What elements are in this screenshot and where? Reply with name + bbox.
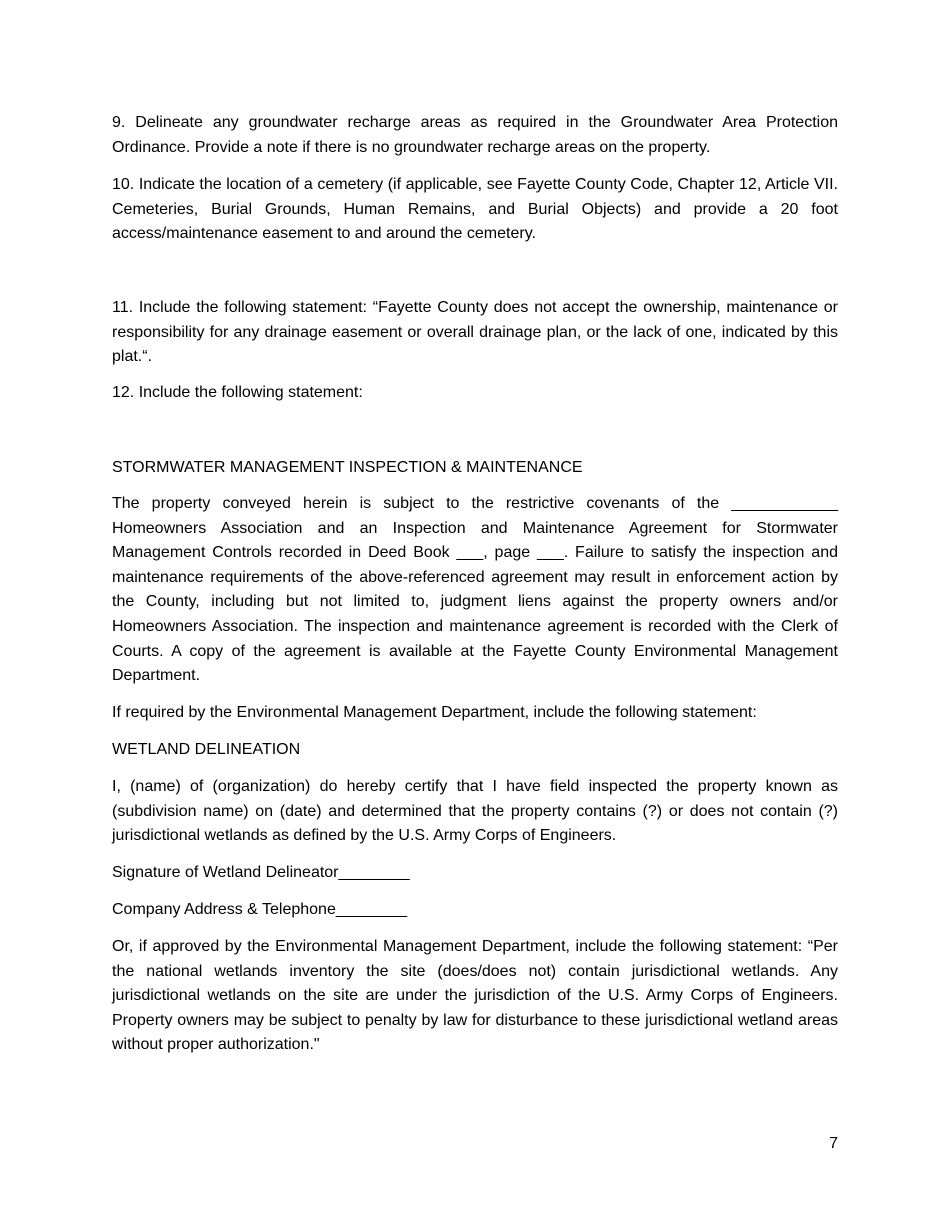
signature-line: Signature of Wetland Delineator________ [112, 864, 410, 881]
wetland-alternative-statement: Or, if approved by the Environmental Management Department, include the following statement: “Per the national wetlands inventory the site (does/does not) contain jurisdictional wetlands. Any jurisdictional wetlands on the site are under the jurisdiction of the U.S. Army Corps of Engineers. Property owners may be subject to penalty by law for disturbance to these jurisdictional wetland areas without proper authorization." [112, 938, 838, 1054]
item-12-paragraph: 12. Include the following statement: [112, 384, 363, 401]
item-11-paragraph: 11. Include the following statement: “Fayette County does not accept the ownership, maintenance or responsibility for any drainage easement or overall drainage plan, or the lack of one, indicated by this plat.“. [112, 299, 838, 366]
company-address-line: Company Address & Telephone________ [112, 901, 408, 918]
stormwater-body: The property conveyed herein is subject to the restrictive covenants of the ____________ Homeowners Association and an Inspection and Maintenance Agreement for Stormwater Management Controls recorded in Deed Book ___, page ___. Failure to satisfy the inspection and maintenance requirements of the above-referenced agreement may result in enforcement action by the County, including but not limited to, judgment liens against the property owners and/or Homeowners Association. The inspection and maintenance agreement is recorded with the Clerk of Courts. A copy of the agreement is available at the Fayette County Environmental Management Department. [112, 495, 838, 685]
wetland-heading: WETLAND DELINEATION [112, 741, 301, 758]
wetland-intro: If required by the Environmental Management Department, include the following statement: [112, 704, 757, 721]
item-10-paragraph: 10. Indicate the location of a cemetery (if applicable, see Fayette County Code, Chapter 12, Article VII. Cemeteries, Burial Grounds, Human Remains, and Burial Objects) and provide a 20 foot access/maintenance easement to and around the cemetery. [112, 176, 838, 243]
wetland-certification: I, (name) of (organization) do hereby certify that I have field inspected the property known as (subdivision name) on (date) and determined that the property contains (?) or does not contain (?) jurisdictional wetlands as defined by the U.S. Army Corps of Engineers. [112, 778, 838, 845]
page-number: 7 [829, 1135, 838, 1152]
stormwater-heading: STORMWATER MANAGEMENT INSPECTION & MAINTENANCE [112, 459, 583, 476]
item-9-paragraph: 9. Delineate any groundwater recharge areas as required in the Groundwater Area Protection Ordinance. Provide a note if there is no groundwater recharge areas on the property. [112, 114, 838, 156]
